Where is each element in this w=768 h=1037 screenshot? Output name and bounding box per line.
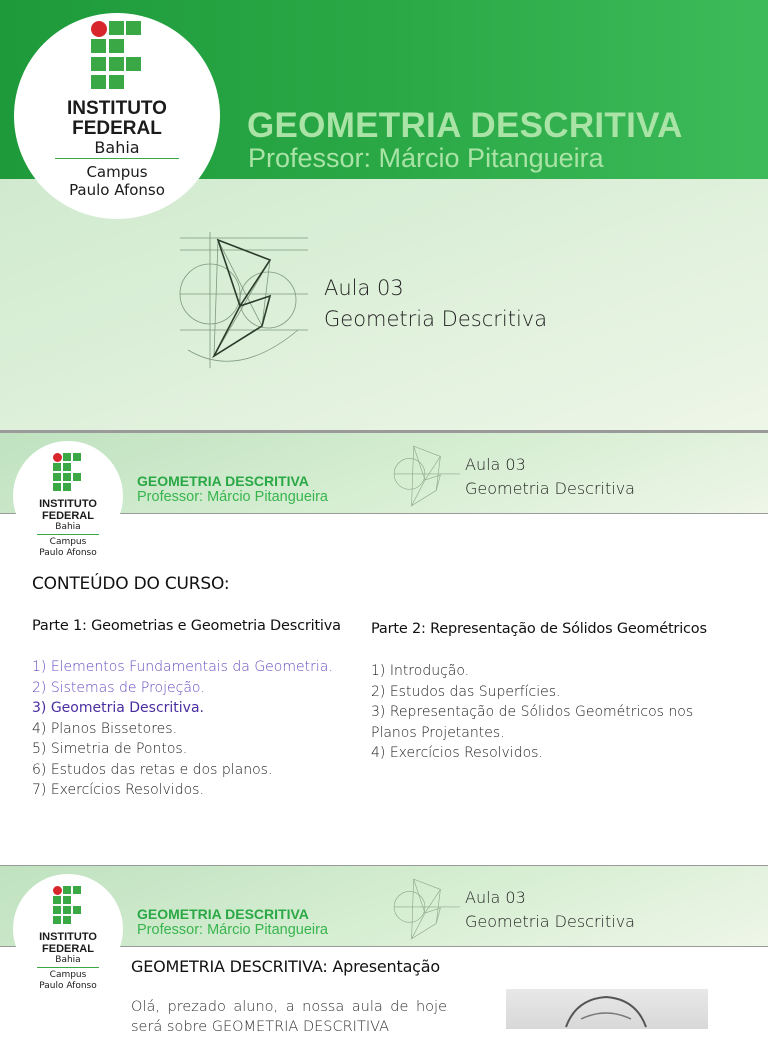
course-title: GEOMETRIA DESCRITIVA [247,106,683,145]
descriptive-geometry-drawing [393,441,461,513]
logo-line-bahia: Bahia [55,522,81,532]
lesson-name: Geometria Descritiva [324,307,548,331]
presentation-heading: GEOMETRIA DESCRITIVA: Apresentação [131,957,440,976]
list-item: 6) Estudos das retas e dos planos. [32,761,273,778]
list-item: 2) Estudos das Superfícies. [371,683,561,700]
lesson-number: Aula 03 [465,888,526,907]
slide-header-2 [0,432,768,558]
list-item: 1) Elementos Fundamentais da Geometria. [32,659,333,675]
descriptive-geometry-drawing [178,230,310,370]
logo-line-bahia: Bahia [94,138,140,157]
lesson-name: Geometria Descritiva [465,912,635,931]
logo-line-instituto: INSTITUTO [67,98,167,119]
institute-logo [13,441,123,558]
list-item: 2) Sistemas de Projeção. [32,679,205,696]
descriptive-geometry-drawing [393,874,461,946]
lesson-number: Aula 03 [324,276,404,300]
logo-line-federal: FEDERAL [42,510,94,522]
logo-line-instituto: INSTITUTO [39,931,97,943]
course-title: GEOMETRIA DESCRITIVA [137,473,309,489]
list-item: 7) Exercícios Resolvidos. [32,782,204,798]
list-item: 1) Introdução. [371,663,470,679]
logo-line-federal: FEDERAL [42,943,94,955]
logo-line-city: Paulo Afonso [39,548,97,558]
list-item: 5) Simetria de Pontos. [32,741,188,757]
part2-list [371,661,693,764]
logo-line-campus: Campus [49,970,87,980]
part1-list [32,657,333,801]
lesson-label [324,273,547,335]
lesson-label [465,886,635,934]
course-contents-slide [0,515,768,865]
list-item: 3) Representação de Sólidos Geométricos nos [371,704,694,720]
logo-line-city: Paulo Afonso [69,181,165,199]
course-title: GEOMETRIA DESCRITIVA [137,906,309,922]
part1-title: Parte 1: Geometrias e Geometria Descritiva [32,618,341,634]
professor-photo [506,989,708,1029]
logo-line-federal: FEDERAL [72,118,162,139]
institute-logo [13,874,123,991]
portrait-sketch-icon [506,989,708,1029]
logo-line-campus: Campus [49,537,87,547]
logo-line-campus: Campus [86,163,148,181]
professor-name: Professor: Márcio Pitangueira [248,143,604,173]
list-item: 4) Exercícios Resolvidos. [371,745,543,761]
lesson-label [465,453,635,501]
logo-line-city: Paulo Afonso [39,981,97,991]
logo-red-dot [91,21,107,37]
logo-line-instituto: INSTITUTO [39,498,97,510]
professor-name: Professor: Márcio Pitangueira [137,922,328,938]
contents-heading: CONTEÚDO DO CURSO: [32,574,230,594]
institute-logo [14,13,220,219]
title-slide [0,0,768,432]
list-item: 4) Planos Bissetores. [32,720,178,737]
professor-name: Professor: Márcio Pitangueira [137,489,328,505]
lesson-number: Aula 03 [465,455,526,474]
logo-line-bahia: Bahia [55,955,81,965]
lesson-name: Geometria Descritiva [465,479,635,498]
presentation-paragraph: Olá, prezado aluno, a nossa aula de hoje será sobre GEOMETRIA DESCRITIVA [131,999,447,1035]
list-item: Planos Projetantes. [371,724,505,741]
part2-title: Parte 2: Representação de Sólidos Geométricos [371,621,707,637]
list-item: 3) Geometria Descritiva. [32,700,204,716]
